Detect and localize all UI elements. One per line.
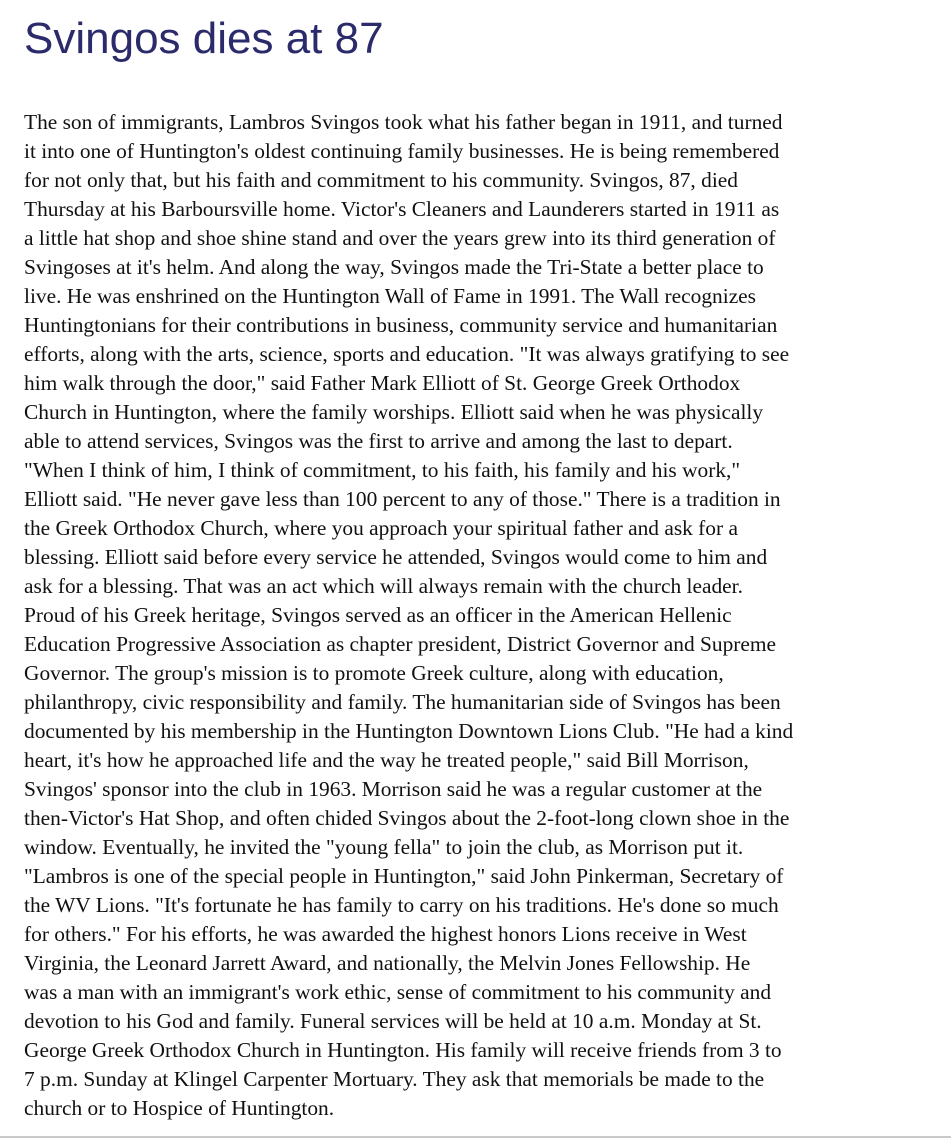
article-body	[24, 108, 936, 1123]
article-line: "When I think of him, I think of commitment, to his faith, his family and his work,"	[24, 458, 741, 482]
article-line: blessing. Elliott said before every service he attended, Svingos would come to him and	[24, 545, 768, 569]
article-line: philanthropy, civic responsibility and family. The humanitarian side of Svingos has been	[24, 690, 781, 714]
article-line: 7 p.m. Sunday at Klingel Carpenter Mortuary. They ask that memorials be made to the	[24, 1067, 765, 1091]
article-line: Svingoses at it's helm. And along the way, Svingos made the Tri-State a better place to	[24, 255, 764, 279]
article-line: George Greek Orthodox Church in Huntington. His family will receive friends from 3 to	[24, 1038, 782, 1062]
article-line: ask for a blessing. That was an act which will always remain with the church leader.	[24, 574, 743, 598]
article-line: the WV Lions. "It's fortunate he has family to carry on his traditions. He's done so much	[24, 893, 779, 917]
article-line: Elliott said. "He never gave less than 100 percent to any of those." There is a tradition in	[24, 487, 781, 511]
article-line: heart, it's how he approached life and the way he treated people," said Bill Morrison,	[24, 748, 749, 772]
article-line: was a man with an immigrant's work ethic, sense of commitment to his community and	[24, 980, 772, 1004]
article-line: Huntingtonians for their contributions in business, community service and humanitarian	[24, 313, 778, 337]
article-line: Svingos' sponsor into the club in 1963. Morrison said he was a regular customer at the	[24, 777, 763, 801]
article-line: Thursday at his Barboursville home. Victor's Cleaners and Launderers started in 1911 as	[24, 197, 780, 221]
article-line: Education Progressive Association as chapter president, District Governor and Supreme	[24, 632, 777, 656]
article-line: a little hat shop and shoe shine stand and over the years grew into its third generation of	[24, 226, 776, 250]
article-line: documented by his membership in the Huntington Downtown Lions Club. "He had a kind	[24, 719, 794, 743]
article-line: for others." For his efforts, he was awarded the highest honors Lions receive in West	[24, 922, 747, 946]
headline: Svingos dies at 87	[24, 14, 384, 63]
article-line: able to attend services, Svingos was the first to arrive and among the last to depart.	[24, 429, 733, 453]
article-line: efforts, along with the arts, science, sports and education. "It was always gratifying to see	[24, 342, 790, 366]
article-line: devotion to his God and family. Funeral services will be held at 10 a.m. Monday at St.	[24, 1009, 762, 1033]
article-line: then-Victor's Hat Shop, and often chided Svingos about the 2-foot-long clown shoe in the	[24, 806, 790, 830]
article-line: live. He was enshrined on the Huntington Wall of Fame in 1991. The Wall recognizes	[24, 284, 757, 308]
article-line: "Lambros is one of the special people in Huntington," said John Pinkerman, Secretary of	[24, 864, 784, 888]
article-line: him walk through the door," said Father Mark Elliott of St. George Greek Orthodox	[24, 371, 741, 395]
article-line: church or to Hospice of Huntington.	[24, 1096, 335, 1120]
article-line: Virginia, the Leonard Jarrett Award, and nationally, the Melvin Jones Fellowship. He	[24, 951, 751, 975]
article-line: window. Eventually, he invited the "young fella" to join the club, as Morrison put it.	[24, 835, 744, 859]
article-line: for not only that, but his faith and commitment to his community. Svingos, 87, died	[24, 168, 738, 192]
article-line: it into one of Huntington's oldest continuing family businesses. He is being remembered	[24, 139, 780, 163]
article-line: Proud of his Greek heritage, Svingos served as an officer in the American Hellenic	[24, 603, 732, 627]
article-line: the Greek Orthodox Church, where you approach your spiritual father and ask for a	[24, 516, 738, 540]
article-line: Governor. The group's mission is to promote Greek culture, along with education,	[24, 661, 724, 685]
article-line: Church in Huntington, where the family worships. Elliott said when he was physically	[24, 400, 764, 424]
bottom-rule	[0, 1136, 951, 1138]
article-line: The son of immigrants, Lambros Svingos took what his father began in 1911, and turned	[24, 110, 783, 134]
